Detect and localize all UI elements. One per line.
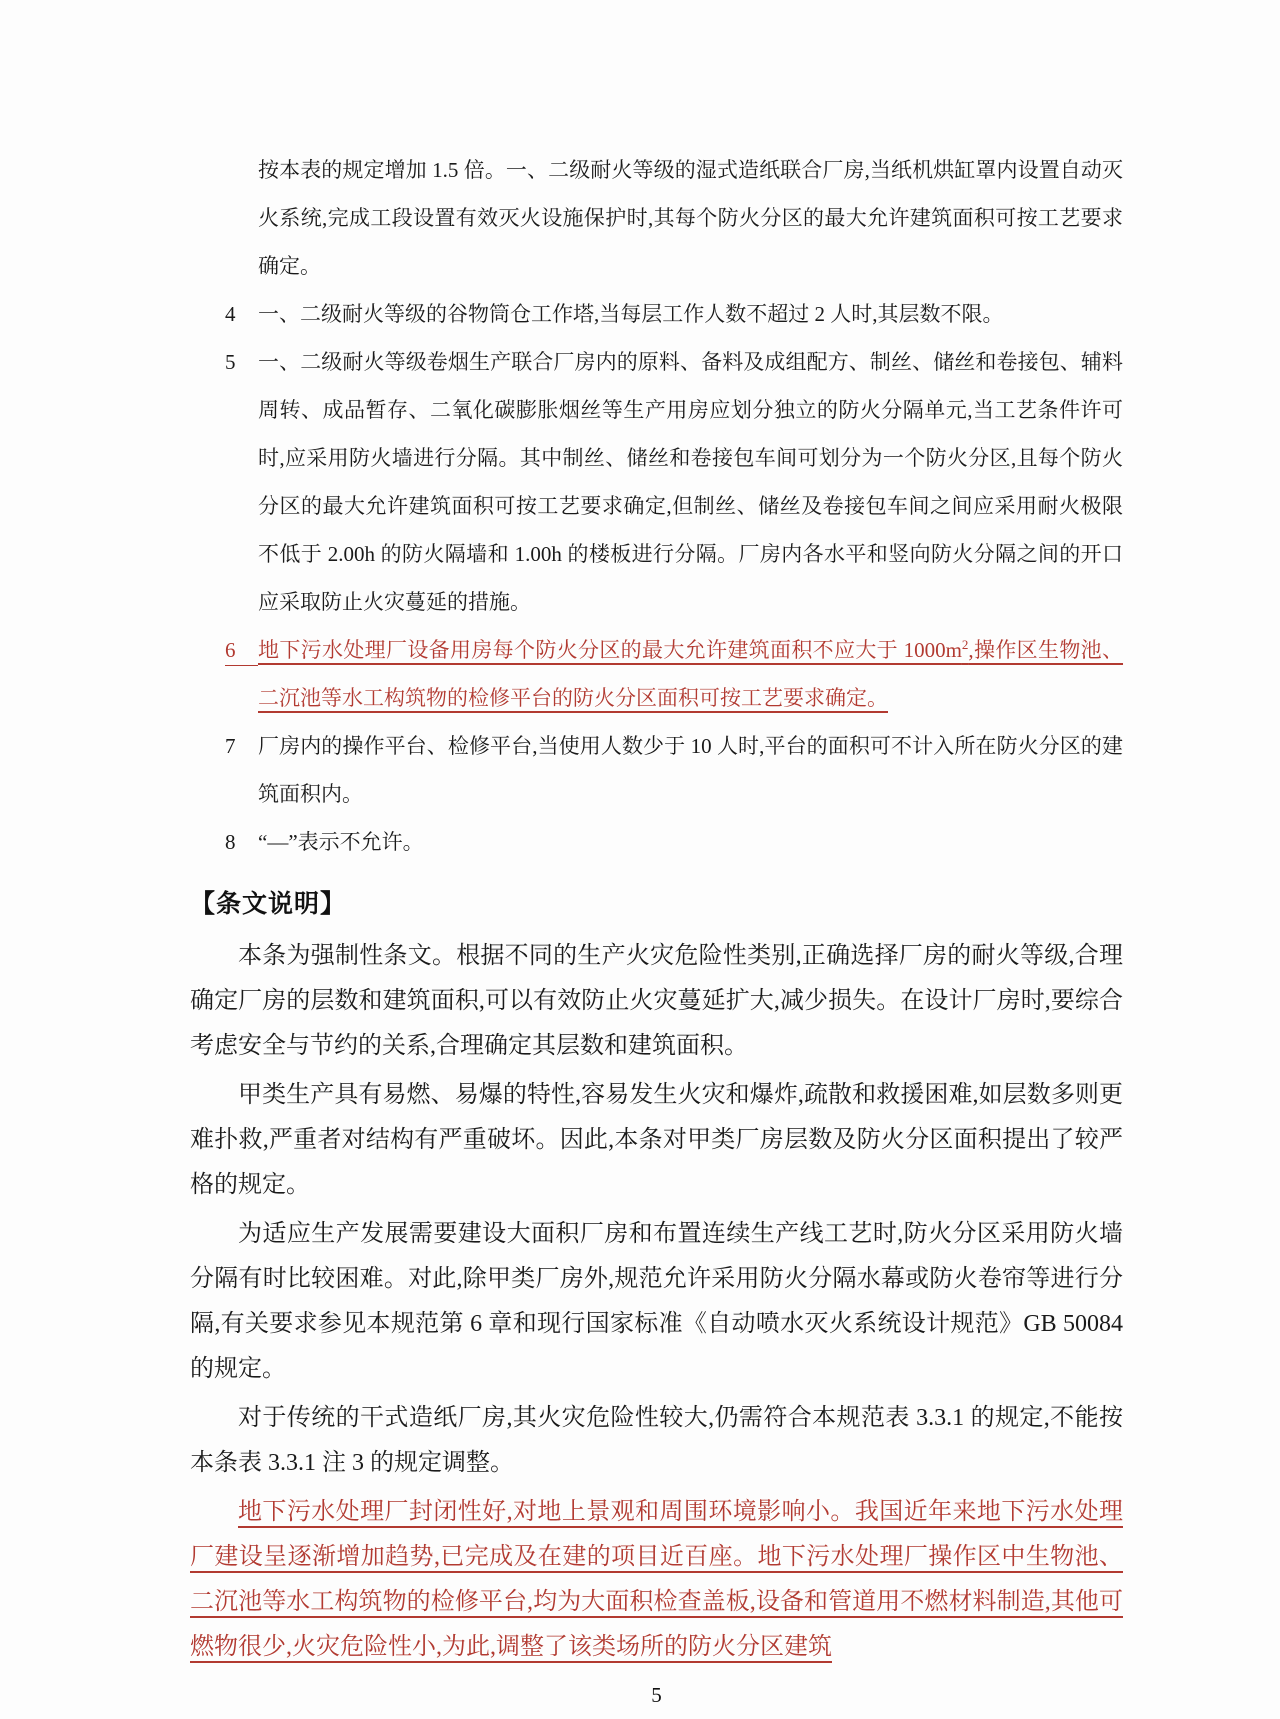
- note-text: 一、二级耐火等级的谷物筒仓工作塔,当每层工作人数不超过 2 人时,其层数不限。: [258, 302, 1004, 326]
- explanation-paragraph: 对于传统的干式造纸厂房,其火灾危险性较大,仍需符合本规范表 3.3.1 的规定,不能按本条表 3.3.1 注 3 的规定调整。: [190, 1405, 1123, 1476]
- explanation-paragraph: 甲类生产具有易燃、易爆的特性,容易发生火灾和爆炸,疏散和救援困难,如层数多则更难扑救,严重者对结构有严重破坏。因此,本条对甲类厂房层数及防火分区面积提出了较严格的规定。: [190, 1082, 1123, 1198]
- note-item-5: [225, 338, 1123, 626]
- note-item-7: [225, 722, 1123, 818]
- note-text: [258, 626, 1123, 722]
- note-text-segment: 地下污水处理厂设备用房每个防火分区的最大允许建筑面积不应大于 1000m: [258, 638, 962, 662]
- table-notes-section: [190, 146, 1123, 866]
- explanation-section: [190, 934, 1123, 1670]
- note-item-4: [225, 290, 1123, 338]
- page-number: 5: [651, 1683, 662, 1707]
- page-content: [190, 146, 1123, 1710]
- note-number: 8: [225, 830, 236, 854]
- note-text: 厂房内的操作平台、检修平台,当使用人数少于 10 人时,平台的面积可不计入所在防火分区的建筑面积内。: [258, 734, 1123, 806]
- note-number: 7: [225, 734, 236, 758]
- note-text: 一、二级耐火等级卷烟生产联合厂房内的原料、备料及成组配方、制丝、储丝和卷接包、辅料周转、成品暂存、二氧化碳膨胀烟丝等生产用房应划分独立的防火分隔单元,当工艺条件许可时,应采用防火墙进行分隔。其中制丝、储丝和卷接包车间可划分为一个防火分区,且每个防火分区的最大允许建筑面积可按工艺要求确定,但制丝、储丝及卷接包车间之间应采用耐火极限不低于 2.00h 的防火隔墙和 1.00h 的楼板进行分隔。厂房内各水平和竖向防火分隔之间的开口应采取防止火灾蔓延的措施。: [258, 350, 1123, 614]
- explanation-paragraph: 本条为强制性条文。根据不同的生产火灾危险性类别,正确选择厂房的耐火等级,合理确定厂房的层数和建筑面积,可以有效防止火灾蔓延扩大,减少损失。在设计厂房时,要综合考虑安全与节约的关系,合理确定其层数和建筑面积。: [190, 943, 1123, 1059]
- explanation-paragraph-inserted: 地下污水处理厂封闭性好,对地上景观和周围环境影响小。我国近年来地下污水处理厂建设呈逐渐增加趋势,已完成及在建的项目近百座。地下污水处理厂操作区中生物池、二沉池等水工构筑物的检修平台,均为大面积检查盖板,设备和管道用不燃材料制造,其他可燃物很少,火灾危险性小,为此,调整了该类场所的防火分区建筑: [190, 1499, 1123, 1660]
- note-item-8: [225, 818, 1123, 866]
- note-number: 5: [225, 350, 236, 374]
- note-text: “—”表示不允许。: [258, 830, 424, 854]
- note-number: 6: [225, 626, 258, 666]
- explanation-paragraph: 为适应生产发展需要建设大面积厂房和布置连续生产线工艺时,防火分区采用防火墙分隔有时比较困难。对此,除甲类厂房外,规范允许采用防火分隔水幕或防火卷帘等进行分隔,有关要求参见本规范第 6 章和现行国家标准《自动喷水灭火系统设计规范》GB 50084 的规定。: [190, 1221, 1123, 1382]
- note-3-continuation: 按本表的规定增加 1.5 倍。一、二级耐火等级的湿式造纸联合厂房,当纸机烘缸罩内设置自动灭火系统,完成工段设置有效灭火设施保护时,其每个防火分区的最大允许建筑面积可按工艺要求确定。: [258, 158, 1123, 278]
- note-text-segment: ,操作区生物池、二沉池等水工构筑物的检修平台的防火分区面积可按工艺要求确定。: [258, 638, 1124, 710]
- note-number: 4: [225, 302, 236, 326]
- superscript-2: 2: [961, 637, 969, 652]
- explanation-heading: 【条文说明】: [190, 890, 347, 918]
- note-item-6-inserted: [225, 626, 1124, 722]
